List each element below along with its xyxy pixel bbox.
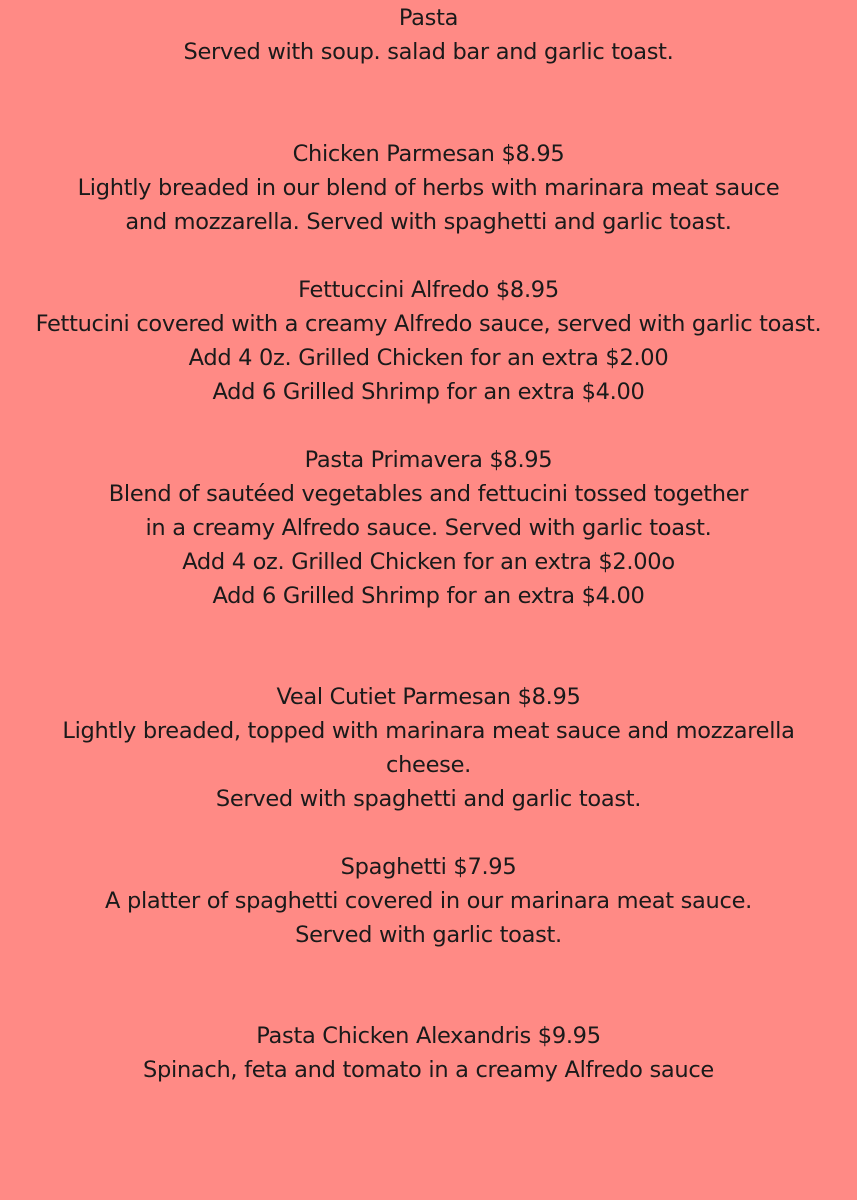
menu-item-description-line: Fettucini covered with a creamy Alfredo sauce, served with garlic toast. (35, 311, 822, 337)
menu-item-pasta-chicken-alexandris (0, 1019, 857, 1087)
menu-item-name-price: Veal Cutiet Parmesan $8.95 (276, 684, 581, 710)
menu-item-description-line: Spinach, feta and tomato in a creamy Alfredo sauce (143, 1057, 714, 1083)
menu-item-addon-line: Add 4 0z. Grilled Chicken for an extra $2.00 (188, 345, 669, 371)
menu-item-name-price: Pasta Chicken Alexandris $9.95 (256, 1023, 601, 1049)
section-title: Pasta (398, 5, 459, 31)
menu-item-description-line: Served with garlic toast. (295, 922, 562, 948)
menu-item-description-line: and mozzarella. Served with spaghetti and garlic toast. (125, 209, 732, 235)
menu-item-description-line: in a creamy Alfredo sauce. Served with garlic toast. (145, 515, 712, 541)
menu-item-spaghetti (0, 850, 857, 952)
menu-item-chicken-parmesan (0, 137, 857, 239)
menu-item-description-line: Blend of sautéed vegetables and fettucini tossed together (108, 481, 749, 507)
menu-item-description-line: cheese. (386, 752, 471, 778)
menu-item-name-price: Pasta Primavera $8.95 (304, 447, 553, 473)
menu-item-name-price: Chicken Parmesan $8.95 (292, 141, 565, 167)
section-header (0, 1, 857, 69)
menu-item-name-price: Fettuccini Alfredo $8.95 (298, 277, 559, 303)
menu-item-pasta-primavera (0, 443, 857, 613)
menu-item-description-line: Served with spaghetti and garlic toast. (215, 786, 642, 812)
menu-item-name-price: Spaghetti $7.95 (340, 854, 517, 880)
menu-item-fettuccini-alfredo (0, 273, 857, 409)
menu-item-addon-line: Add 6 Grilled Shrimp for an extra $4.00 (212, 583, 645, 609)
menu-item-addon-line: Add 6 Grilled Shrimp for an extra $4.00 (212, 379, 645, 405)
menu-item-description-line: Lightly breaded, topped with marinara meat sauce and mozzarella (62, 718, 795, 744)
menu-item-addon-line: Add 4 oz. Grilled Chicken for an extra $2.00o (182, 549, 675, 575)
menu-item-description-line: Lightly breaded in our blend of herbs with marinara meat sauce (77, 175, 780, 201)
menu-item-veal-cutiet-parmesan (0, 680, 857, 816)
section-subtitle: Served with soup. salad bar and garlic toast. (183, 39, 674, 65)
menu-item-description-line: A platter of spaghetti covered in our marinara meat sauce. (105, 888, 752, 914)
